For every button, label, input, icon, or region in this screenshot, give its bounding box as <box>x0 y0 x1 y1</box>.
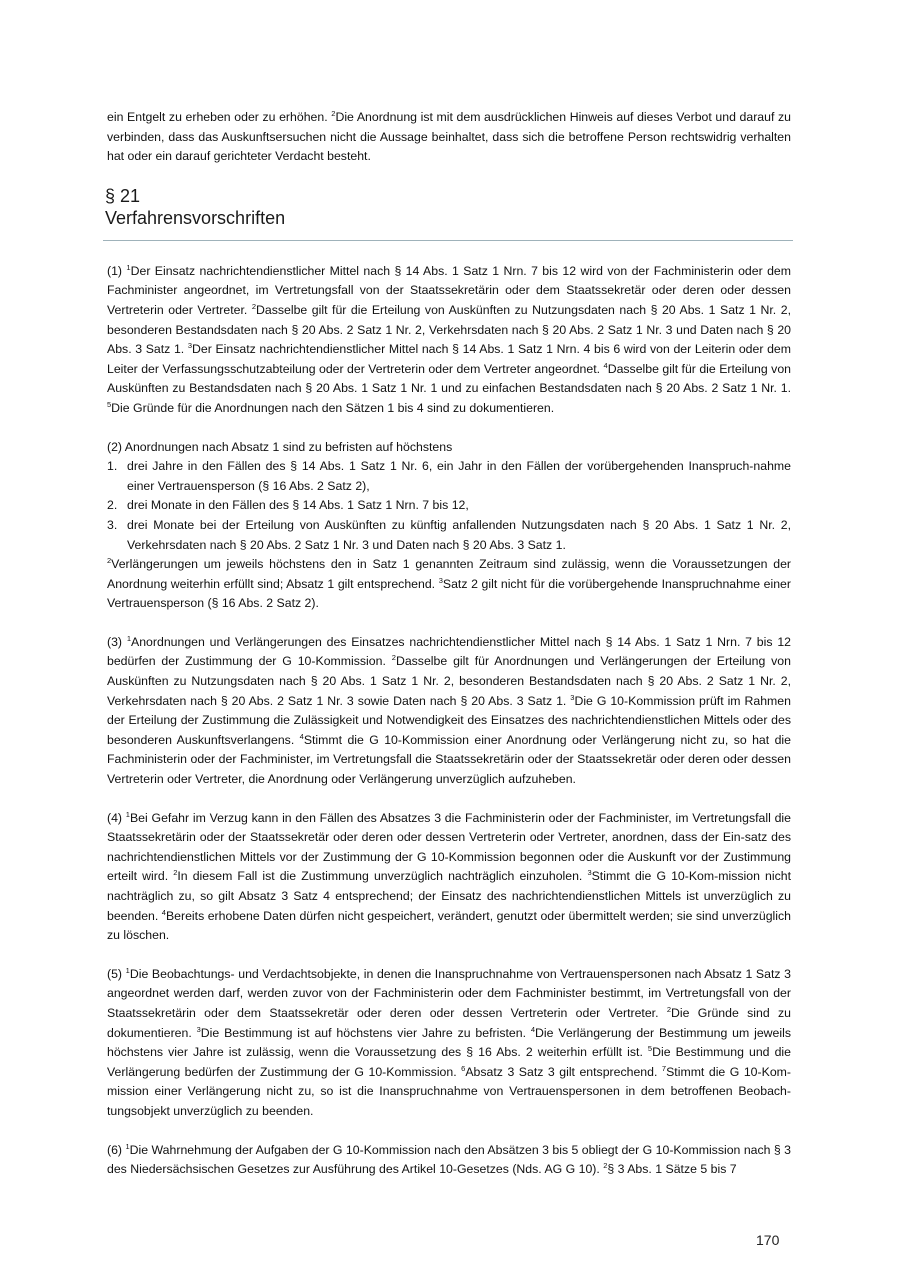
sentence-text: Die Bestimmung ist auf höchstens vier Jahre zu befristen. <box>200 1025 531 1040</box>
paragraph-4 <box>107 809 791 946</box>
sentence-text: Stimmt die G 10-Kom-mission einer Verlängerung nicht zu, so ist die Inanspruchnahme von Vertrauenspersonen in dem betroffenen Beobach-tungsobjekt unverzüglich zu beenden. <box>107 1064 791 1118</box>
sentence-text: Der Einsatz nachrichtendienstlicher Mittel nach § 14 Abs. 1 Satz 1 Nrn. 4 bis 6 wird von der Leiterin oder dem Leiter der Verfassungsschutzabteilung oder der Vertreterin oder dem Vertreter angeordnet. <box>107 342 791 376</box>
sentence-number: 2 <box>603 1161 608 1171</box>
section-heading <box>105 185 791 229</box>
sentence-text: Die Verlängerung der Bestimmung um jeweils höchstens vier Jahre ist zulässig, wenn die Voraussetzung des § 16 Abs. 2 weiterhin erfüllt ist. <box>107 1025 791 1060</box>
sentence-text: § 3 Abs. 1 Sätze 5 bis 7 <box>607 1162 737 1177</box>
list-number: 1. <box>107 459 118 474</box>
sentence-text: Die Wahrnehmung der Aufgaben der G 10-Kommission nach den Absätzen 3 bis 5 obliegt der G 10-Kommission nach § 3 des Niedersächsischen Gesetzes zur Ausführung des Artikel 10-Gesetzes (Nds. AG G 10). <box>107 1142 792 1177</box>
sentence-number: 1 <box>125 809 130 819</box>
paragraph-label: (5) <box>107 966 126 981</box>
sentence-text: Satz 2 gilt nicht für die vorübergehende Inanspruchnahme einer Vertrauensperson (§ 16 Abs. 2 Satz 2). <box>107 576 791 611</box>
sentence-text: In diesem Fall ist die Zustimmung unverzüglich nachträglich einzuholen. <box>177 869 588 884</box>
sentence-text: Dasselbe gilt für die Erteilung von Auskünften zu Nutzungsdaten nach § 20 Abs. 1 Satz 1 Nr. 2, besonderen Bestandsdaten nach § 20 Abs. 2 Satz 1 Nr. 2, Verkehrsdaten nach § 20 Abs. 2 Satz 1 Nr. 3 und Daten nach § 20 Abs. 3 Satz 1. <box>107 302 791 357</box>
sentence-text: Die Gründe für die Anordnungen nach den Sätzen 1 bis 4 sind zu dokumentieren. <box>111 400 555 415</box>
sentence-number: 3 <box>587 868 592 878</box>
sentence-number: 2 <box>173 868 178 878</box>
list-number: 2. <box>107 498 118 513</box>
sentence-number: 4 <box>161 907 166 917</box>
document-body <box>107 108 791 1180</box>
sentence-number: 3 <box>196 1024 201 1034</box>
section-number: § 21 <box>105 185 141 206</box>
sentence-text: Anordnungen und Verlängerungen des Einsatzes nachrichtendienstlicher Mittel nach § 14 Abs. 1 Satz 1 Nrn. 7 bis 12 bedürfen der Zustimmung der G 10-Kommission. <box>107 634 791 669</box>
paragraph-label: (6) <box>107 1142 126 1157</box>
sentence-text: Dasselbe gilt für Anordnungen und Verlängerungen der Erteilung von Auskünften zu Nutzungsdaten nach § 20 Abs. 1 Satz 1 Nr. 2, besonderen Bestandsdaten nach § 20 Abs. 2 Satz 1 Nr. 2, Verkehrsdaten nach § 20 Abs. 2 Satz 1 Nr. 3 sowie Daten nach § 20 Abs. 3 Satz 1. <box>107 654 791 708</box>
sentence-number: 3 <box>438 575 443 585</box>
sentence-text: Die Anordnung ist mit dem ausdrücklichen Hinweis auf dieses Verbot und darauf zu verbinden, dass das Auskunftsersuchen nicht die Aussage beinhaltet, dass sich die betroffene Person rechtswidrig verhalten hat oder ein darauf gerichteter Verdacht besteht. <box>107 110 791 164</box>
sentence-number: 3 <box>187 341 193 351</box>
sentence-number: 5 <box>647 1044 653 1054</box>
paragraph-6 <box>107 1141 791 1180</box>
paragraph-label: (4) <box>107 810 126 825</box>
sentence-number: 7 <box>661 1063 667 1073</box>
sentence-number: 1 <box>125 965 130 975</box>
list-item <box>107 457 791 496</box>
paragraph-1 <box>107 262 791 419</box>
list-item-text: drei Jahre in den Fällen des § 14 Abs. 1 Satz 1 Nr. 6, ein Jahr in den Fällen der vorübergehenden Inanspruch-nahme einer Vertrauensperson (§ 16 Abs. 2 Satz 2), <box>127 459 791 493</box>
sentence-text: Die Gründe sind zu dokumentieren. <box>107 1005 792 1040</box>
sentence-number: 2 <box>331 109 336 118</box>
list-item <box>107 496 791 516</box>
sentence-number: 4 <box>603 360 608 370</box>
sentence-number: 1 <box>125 1141 130 1151</box>
list-item <box>107 516 791 555</box>
sentence-number: 4 <box>299 731 304 741</box>
list-item-text: drei Monate in den Fällen des § 14 Abs. 1 Satz 1 Nrn. 7 bis 12, <box>127 498 469 513</box>
sentence-number: 4 <box>530 1024 536 1034</box>
sentence-text: Bereits erhobene Daten dürfen nicht gespeichert, verändert, genutzt oder übermittelt werden; sie sind unverzüglich zu löschen. <box>107 908 791 943</box>
paragraph-5 <box>107 965 791 1122</box>
sentence-text: Bei Gefahr im Verzug kann in den Fällen des Absatzes 3 die Fachministerin oder der Fachminister, im Vertretungsfall die Staatssekretärin oder der Staatssekretär oder deren oder dessen Vertreterin oder Vertreter, anordnen, dass der Ein-satz des nachrichtendienstlichen Mittels vor der Zustimmung der G 10-Kommission begonnen oder die Auskunft vor der Zustimmung erteilt wird. <box>107 810 791 884</box>
page-number: 170 <box>756 1232 780 1248</box>
sentence-text: Dasselbe gilt für die Erteilung von Auskünften zu Bestandsdaten nach § 20 Abs. 1 Satz 1 Nr. 1 und zu einfachen Bestandsdaten nach § 20 Abs. 2 Satz 1 Nr. 1. <box>107 361 791 396</box>
sentence-number: 2 <box>666 1004 672 1014</box>
list-number: 3. <box>107 517 118 532</box>
sentence-number: 2 <box>391 653 396 663</box>
sentence-number: 1 <box>126 262 131 272</box>
sentence-text: Stimmt die G 10-Kom-mission nicht nachträglich zu, so gilt Absatz 3 Satz 4 entsprechend; der Einsatz des nachrichtendienstlichen Mittels ist unverzüglich zu beenden. <box>107 869 791 923</box>
sentence-text: Stimmt die G 10-Kommission einer Anordnung oder Verlängerung nicht zu, so hat die Fachministerin oder der Fachminister, im Vertretungsfall die Staatssekretärin oder der Staatssekretär oder deren oder dessen Vertreterin oder Vertreter, die Anordnung oder Verlängerung unverzüglich aufzuheben. <box>107 732 791 787</box>
list-item-text: drei Monate bei der Erteilung von Auskünften zu künftig anfallenden Nutzungsdaten nach § 20 Abs. 1 Satz 1 Nr. 2, Verkehrsdaten nach § 20 Abs. 2 Satz 1 Nr. 3 und Daten nach § 20 Abs. 3 Satz 1. <box>127 517 791 552</box>
sentence-number: 6 <box>461 1063 466 1073</box>
heading-divider <box>103 240 793 241</box>
sentence-text: Absatz 3 Satz 3 gilt entsprechend. <box>465 1064 662 1079</box>
sentence-number: 1 <box>126 633 132 643</box>
sentence-number: 2 <box>251 301 256 311</box>
paragraph-lead: (2) Anordnungen nach Absatz 1 sind zu befristen auf höchstens <box>107 439 453 454</box>
sentence-text: Verlängerungen um jeweils höchstens den in Satz 1 genannten Zeitraum sind zulässig, wenn die Voraussetzungen der Anordnung weiterhin erfüllt sind; Absatz 1 gilt entsprechend. <box>107 557 791 591</box>
sentence-text: Der Einsatz nachrichtendienstlicher Mittel nach § 14 Abs. 1 Satz 1 Nrn. 7 bis 12 wird von der Fachministerin oder dem Fachminister angeordnet, im Vertretungsfall von der Staatssekretärin oder dem Staatssekretär oder deren oder dessen Vertreterin oder Vertreter. <box>107 263 791 317</box>
paragraph-continuation <box>107 555 791 614</box>
paragraph-3 <box>107 633 791 790</box>
sentence-text: ein Entgelt zu erheben oder zu erhöhen. <box>107 110 332 124</box>
sentence-text: Die Beobachtungs- und Verdachtsobjekte, in denen die Inanspruchnahme von Vertrauenspersonen nach Absatz 1 Satz 3 angeordnet werden darf, werden zuvor von der Fachministerin oder dem Fachminister bestimmt, im Vertretungsfall von der Staatssekretärin oder dem Staatssekretär oder deren oder dessen Vertreterin oder Vertreter. <box>107 966 791 1020</box>
sentence-text: Die Bestimmung und die Verlängerung bedürfen der Zustimmung der G 10-Kommission. <box>107 1045 791 1079</box>
sentence-text: Die G 10-Kommission prüft im Rahmen der Erteilung der Zustimmung die Zulässigkeit und Notwendigkeit des Einsatzes des nachrichtendienstlichen Mittels oder des besonderen Auskunftsverlangens. <box>107 693 791 747</box>
numbered-list <box>107 457 791 555</box>
sentence-number: 2 <box>107 556 112 566</box>
paragraph-2 <box>107 438 791 614</box>
sentence-number: 5 <box>107 399 112 409</box>
sentence-number: 3 <box>570 692 575 702</box>
paragraph-label: (3) <box>107 634 127 649</box>
intro-paragraph <box>107 108 791 167</box>
section-title: Verfahrensvorschriften <box>105 207 286 228</box>
paragraph-label: (1) <box>107 263 127 278</box>
